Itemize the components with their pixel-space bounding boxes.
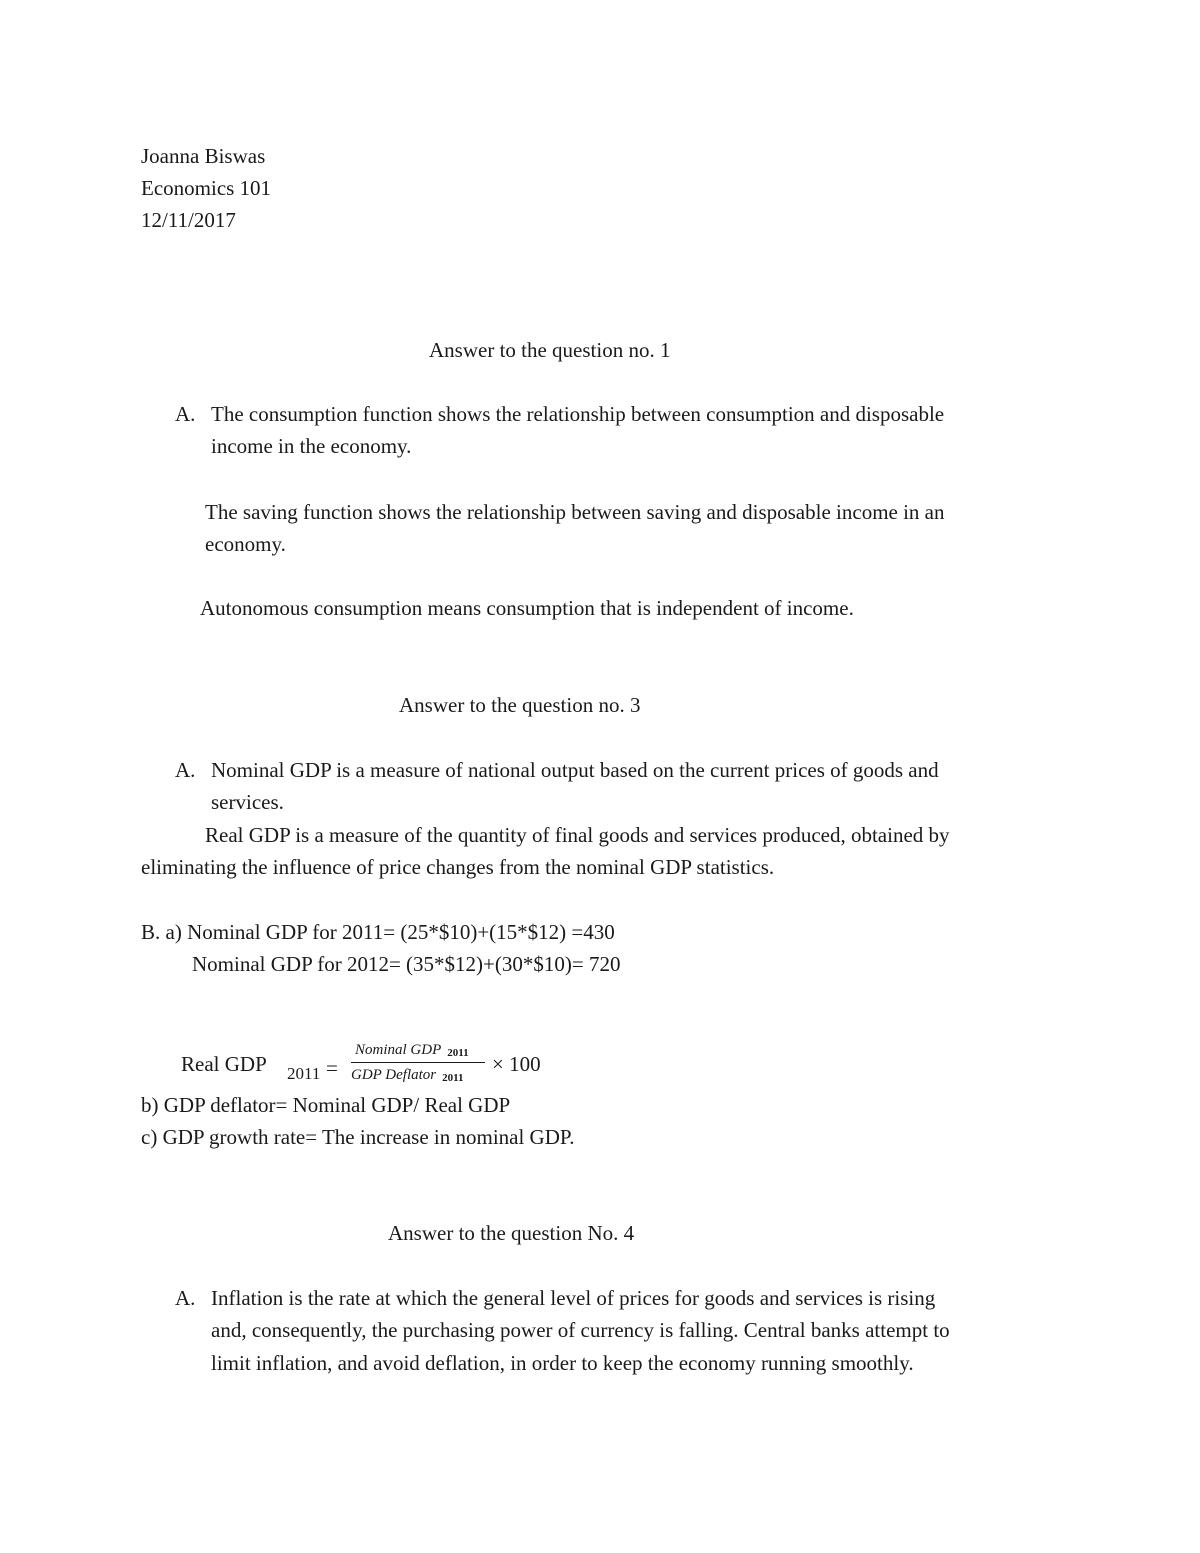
q3-b-line1: B. a) Nominal GDP for 2011= (25*$10)+(15*$12) =430: [141, 920, 615, 944]
q3-real-line2: eliminating the influence of price changes from the nominal GDP statistics.: [141, 855, 775, 879]
q1-saving-line2: economy.: [205, 532, 286, 556]
formula-numerator-subscript: 2011: [447, 1047, 469, 1059]
q3-c-growth: c) GDP growth rate= The increase in nominal GDP.: [141, 1125, 575, 1149]
formula-equals: =: [326, 1056, 338, 1080]
q4-a-line2: and, consequently, the purchasing power of currency is falling. Central banks attempt to: [211, 1318, 950, 1342]
q3-heading: Answer to the question no. 3: [399, 693, 641, 717]
formula-label: Real GDP: [181, 1052, 267, 1076]
formula-numerator-text: Nominal GDP: [355, 1042, 442, 1058]
formula-denominator-text: GDP Deflator: [351, 1067, 437, 1083]
fraction-bar: [351, 1062, 485, 1063]
formula-multiplier: × 100: [492, 1052, 541, 1076]
q3-b-deflator: b) GDP deflator= Nominal GDP/ Real GDP: [141, 1093, 511, 1117]
q4-a-marker: A.: [175, 1286, 196, 1310]
q1-heading: Answer to the question no. 1: [429, 338, 671, 362]
course-name: Economics 101: [141, 176, 272, 200]
q1-a-line1: The consumption function shows the relationship between consumption and disposable: [211, 402, 945, 426]
q4-heading: Answer to the question No. 4: [388, 1221, 635, 1245]
q1-a-marker: A.: [175, 402, 196, 426]
q3-a-line1: Nominal GDP is a measure of national output based on the current prices of goods and: [211, 758, 939, 782]
formula-denominator-subscript: 2011: [442, 1072, 464, 1084]
q3-real-line1: Real GDP is a measure of the quantity of final goods and services produced, obtained by: [205, 823, 950, 847]
q3-a-line2: services.: [211, 790, 284, 814]
q4-a-line3: limit inflation, and avoid deflation, in order to keep the economy running smoothly.: [211, 1351, 914, 1375]
q1-saving-line1: The saving function shows the relationship between saving and disposable income in an: [205, 500, 945, 524]
formula-label-subscript: 2011: [287, 1064, 321, 1083]
q1-autonomous: Autonomous consumption means consumption that is independent of income.: [200, 596, 854, 620]
q3-b-line2: Nominal GDP for 2012= (35*$12)+(30*$10)= 720: [192, 952, 621, 976]
formula-denominator: [351, 1065, 464, 1088]
q1-a-line2: income in the economy.: [211, 434, 412, 458]
q4-a-line1: Inflation is the rate at which the general level of prices for goods and services is rising: [211, 1286, 936, 1310]
document-date: 12/11/2017: [141, 208, 236, 232]
author-name: Joanna Biswas: [141, 144, 266, 168]
formula-numerator: [355, 1040, 469, 1063]
q3-a-marker: A.: [175, 758, 196, 782]
